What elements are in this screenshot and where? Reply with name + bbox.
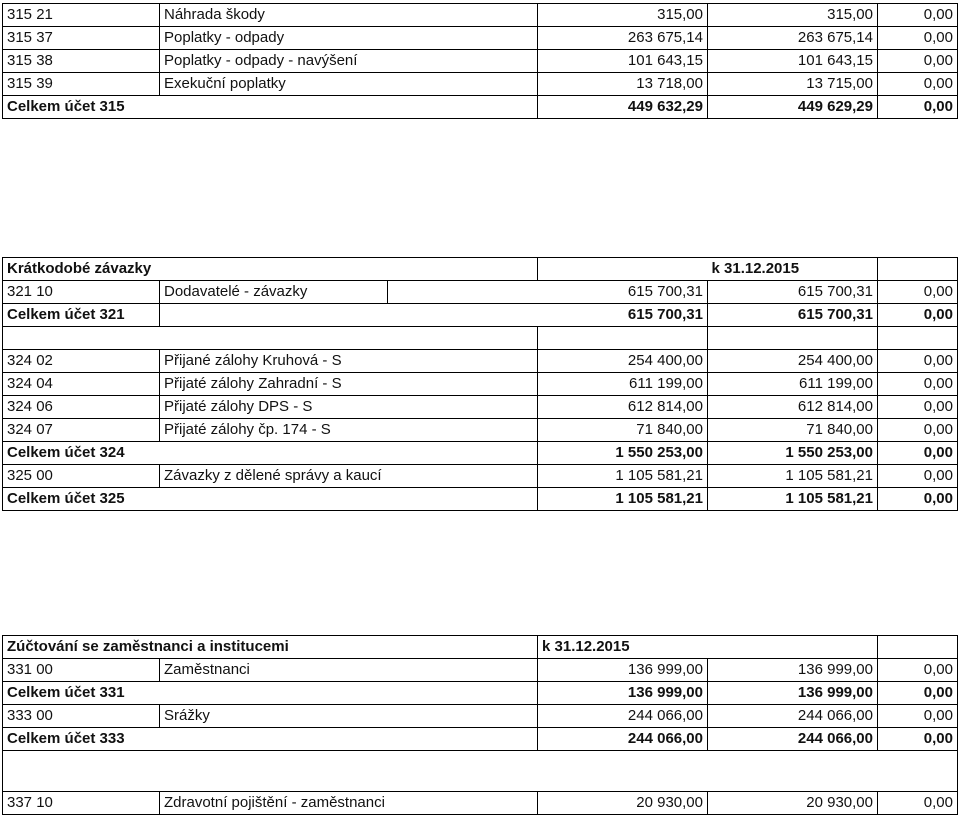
- total-b: 449 629,29: [708, 96, 878, 119]
- total-label: Celkem účet 325: [3, 488, 538, 511]
- blank-cell: [538, 327, 708, 350]
- value-b: 254 400,00: [708, 350, 878, 373]
- section-title: Zúčtování se zaměstnanci a institucemi: [3, 636, 538, 659]
- table-row: [3, 50, 958, 73]
- account-name: Závazky z dělené správy a kaucí: [160, 465, 538, 488]
- table-row: [3, 73, 958, 96]
- value-b: 615 700,31: [708, 281, 878, 304]
- account-name: Zaměstnanci: [160, 659, 538, 682]
- total-c: 0,00: [878, 682, 958, 705]
- account-name: Poplatky - odpady - navýšení: [160, 50, 538, 73]
- account-code: 315 39: [3, 73, 160, 96]
- value-a: 615 700,31: [538, 281, 708, 304]
- total-b: 136 999,00: [708, 682, 878, 705]
- value-a: 263 675,14: [538, 27, 708, 50]
- account-name: Přijaté zálohy čp. 174 - S: [160, 419, 538, 442]
- table-row: [3, 705, 958, 728]
- value-c: 0,00: [878, 27, 958, 50]
- total-label: Celkem účet 333: [3, 728, 538, 751]
- value-c: 0,00: [878, 396, 958, 419]
- spacer-row: [3, 751, 958, 792]
- value-a: 315,00: [538, 4, 708, 27]
- account-name: Přijané zálohy Kruhová - S: [160, 350, 538, 373]
- table-row: [3, 373, 958, 396]
- total-label: Celkem účet 315: [3, 96, 538, 119]
- total-b: 244 066,00: [708, 728, 878, 751]
- total-a: 449 632,29: [538, 96, 708, 119]
- account-name: Přijaté zálohy DPS - S: [160, 396, 538, 419]
- value-b: 1 105 581,21: [708, 465, 878, 488]
- table-row: [3, 792, 958, 815]
- account-code: 324 06: [3, 396, 160, 419]
- value-a: 254 400,00: [538, 350, 708, 373]
- section-title: Krátkodobé závazky: [3, 258, 538, 281]
- blank-cell: [160, 304, 538, 327]
- account-code: 337 10: [3, 792, 160, 815]
- account-code: 324 07: [3, 419, 160, 442]
- total-a: 615 700,31: [538, 304, 708, 327]
- total-c: 0,00: [878, 728, 958, 751]
- account-name: Dodavatelé - závazky: [160, 281, 388, 304]
- account-code: 315 38: [3, 50, 160, 73]
- value-c: 0,00: [878, 419, 958, 442]
- value-c: 0,00: [878, 350, 958, 373]
- account-code: 315 21: [3, 4, 160, 27]
- report-date: k 31.12.2015: [708, 258, 878, 281]
- blank-cell: [3, 327, 538, 350]
- table-row: [3, 27, 958, 50]
- table-row: [3, 659, 958, 682]
- blank-cell: [538, 258, 708, 281]
- value-b: 13 715,00: [708, 73, 878, 96]
- value-a: 71 840,00: [538, 419, 708, 442]
- value-c: 0,00: [878, 50, 958, 73]
- value-b: 612 814,00: [708, 396, 878, 419]
- total-label: Celkem účet 321: [3, 304, 160, 327]
- value-b: 136 999,00: [708, 659, 878, 682]
- value-b: 101 643,15: [708, 50, 878, 73]
- total-label: Celkem účet 331: [3, 682, 538, 705]
- account-name: Zdravotní pojištění - zaměstnanci: [160, 792, 538, 815]
- account-name: Exekuční poplatky: [160, 73, 538, 96]
- value-a: 20 930,00: [538, 792, 708, 815]
- account-code: 324 02: [3, 350, 160, 373]
- value-c: 0,00: [878, 373, 958, 396]
- value-b: 611 199,00: [708, 373, 878, 396]
- account-name: Poplatky - odpady: [160, 27, 538, 50]
- table-row: [3, 465, 958, 488]
- value-b: 315,00: [708, 4, 878, 27]
- account-name: Srážky: [160, 705, 538, 728]
- value-c: 0,00: [878, 705, 958, 728]
- section-header: [3, 258, 958, 281]
- table-account-315: [2, 3, 958, 119]
- total-a: 1 550 253,00: [538, 442, 708, 465]
- table-row: [3, 281, 958, 304]
- value-c: 0,00: [878, 465, 958, 488]
- blank-cell: [3, 751, 958, 792]
- blank-cell: [878, 327, 958, 350]
- section-header: [3, 636, 958, 659]
- total-row: [3, 488, 958, 511]
- table-row: [3, 396, 958, 419]
- total-row: [3, 728, 958, 751]
- table-employees-institutions: [2, 635, 958, 815]
- total-row: [3, 96, 958, 119]
- value-a: 244 066,00: [538, 705, 708, 728]
- total-row: [3, 682, 958, 705]
- account-code: 321 10: [3, 281, 160, 304]
- blank-cell: [388, 281, 538, 304]
- value-a: 612 814,00: [538, 396, 708, 419]
- total-a: 136 999,00: [538, 682, 708, 705]
- value-c: 0,00: [878, 73, 958, 96]
- value-a: 611 199,00: [538, 373, 708, 396]
- value-b: 263 675,14: [708, 27, 878, 50]
- value-c: 0,00: [878, 4, 958, 27]
- total-c: 0,00: [878, 488, 958, 511]
- account-code: 331 00: [3, 659, 160, 682]
- value-b: 244 066,00: [708, 705, 878, 728]
- blank-cell: [878, 258, 958, 281]
- value-c: 0,00: [878, 792, 958, 815]
- spacer-row: [3, 327, 958, 350]
- value-a: 1 105 581,21: [538, 465, 708, 488]
- table-short-term-liabilities: [2, 257, 958, 511]
- value-a: 101 643,15: [538, 50, 708, 73]
- value-c: 0,00: [878, 659, 958, 682]
- account-code: 315 37: [3, 27, 160, 50]
- total-c: 0,00: [878, 304, 958, 327]
- report-date: k 31.12.2015: [538, 636, 878, 659]
- value-c: 0,00: [878, 281, 958, 304]
- value-a: 136 999,00: [538, 659, 708, 682]
- table-row: [3, 419, 958, 442]
- total-c: 0,00: [878, 96, 958, 119]
- table-row: [3, 350, 958, 373]
- blank-cell: [708, 327, 878, 350]
- value-b: 71 840,00: [708, 419, 878, 442]
- total-b: 615 700,31: [708, 304, 878, 327]
- value-a: 13 718,00: [538, 73, 708, 96]
- account-code: 324 04: [3, 373, 160, 396]
- total-c: 0,00: [878, 442, 958, 465]
- account-code: 333 00: [3, 705, 160, 728]
- total-row: [3, 442, 958, 465]
- value-b: 20 930,00: [708, 792, 878, 815]
- total-b: 1 550 253,00: [708, 442, 878, 465]
- total-label: Celkem účet 324: [3, 442, 538, 465]
- account-code: 325 00: [3, 465, 160, 488]
- account-name: Náhrada škody: [160, 4, 538, 27]
- total-b: 1 105 581,21: [708, 488, 878, 511]
- account-name: Přijaté zálohy Zahradní - S: [160, 373, 538, 396]
- table-row: [3, 4, 958, 27]
- total-row: [3, 304, 958, 327]
- total-a: 244 066,00: [538, 728, 708, 751]
- total-a: 1 105 581,21: [538, 488, 708, 511]
- blank-cell: [878, 636, 958, 659]
